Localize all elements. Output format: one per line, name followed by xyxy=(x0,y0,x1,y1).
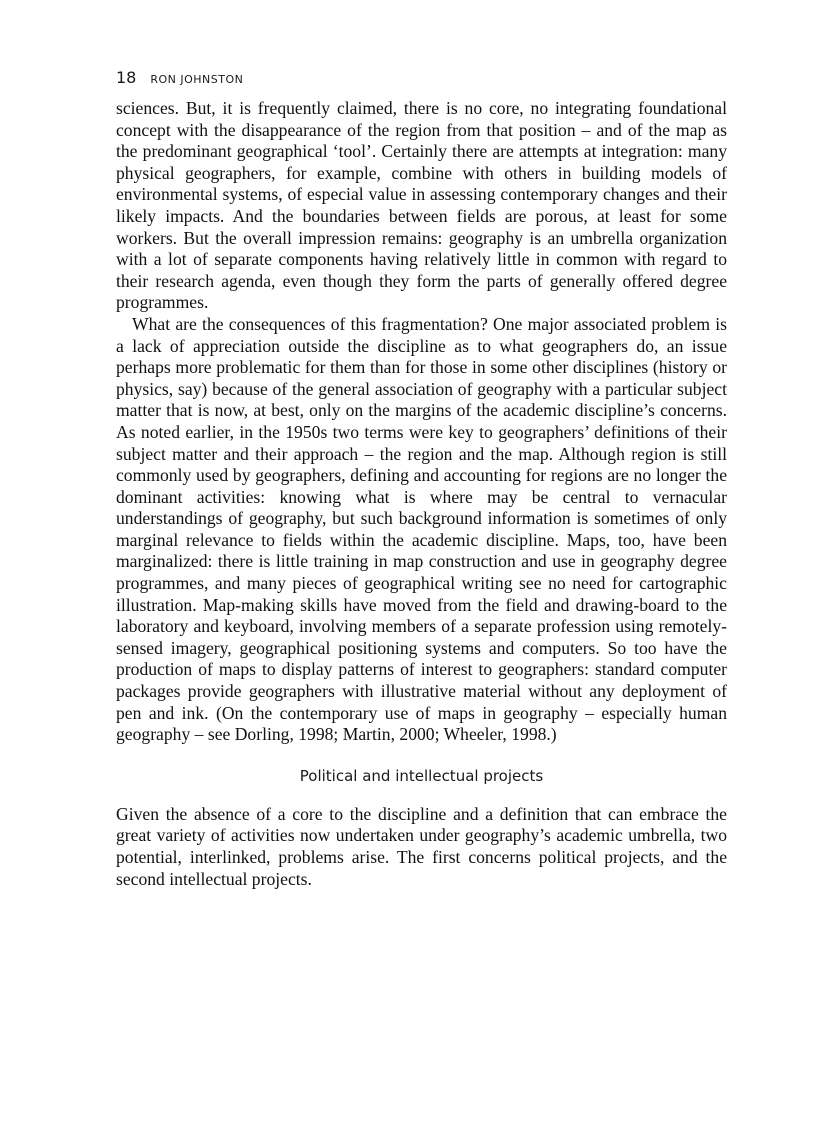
running-head xyxy=(116,68,243,90)
section-heading: Political and intellectual projects xyxy=(299,766,544,785)
section-paragraph-1: Given the absence of a core to the discipline and a definition that can embrace the great variety of activities now undertaken under geography’s academic umbrella, two potential, interlinked, problems arise. The first concerns political projects, and the second intellectual projects. xyxy=(116,803,727,889)
body-paragraph-1: sciences. But, it is frequently claimed, there is no core, no integrating foundational concept with the disappearance of the region from that position – and of the map as the predominant geographical ‘tool’. Certainly there are attempts at integration: many physical geographers, for example, combine with others in building models of environmental systems, of especial value in assessing contemporary changes and their likely impacts. And the boundaries between fields are porous, at least for some workers. But the overall impression remains: geography is an umbrella organization with a lot of separate components having relatively little in common with regard to their research agenda, even though they form the parts of generally offered degree programmes. xyxy=(116,98,727,313)
page-number: 18 xyxy=(116,68,137,87)
running-head-author: RON JOHNSTON xyxy=(150,73,244,86)
body-text xyxy=(116,98,727,890)
body-paragraph-2: What are the consequences of this fragmentation? One major associated problem is a lack of appreciation outside the discipline as to what geographers do, an issue perhaps more problematic for them than for those in some other disciplines (history or physics, say) because of the general association of geography with a particular subject matter that is now, at best, only on the margins of the academic discipline’s concerns. As noted earlier, in the 1950s two terms were key to geographers’ definitions of their subject matter and their approach – the region and the map. Although region is still commonly used by geographers, defining and accounting for regions are no longer the dominant activities: knowing what is where may be central to vernacular understandings of geography, but such background information is sometimes of only marginal relevance to fields within the academic discipline. Maps, too, have been marginalized: there is little training in map construction and use in geography degree programmes, and many pieces of geographical writing see no need for cartographic illustration. Map-making skills have moved from the field and drawing-board to the laboratory and keyboard, involving members of a separate profession using remotely-sensed imagery, geographical positioning systems and computers. So too have the production of maps to display patterns of interest to geographers: standard computer packages provide geographers with illustrative material without any deployment of pen and ink. (On the contemporary use of maps in geography – especially human geography – see Dorling, 1998; Martin, 2000; Wheeler, 1998.) xyxy=(116,313,727,745)
